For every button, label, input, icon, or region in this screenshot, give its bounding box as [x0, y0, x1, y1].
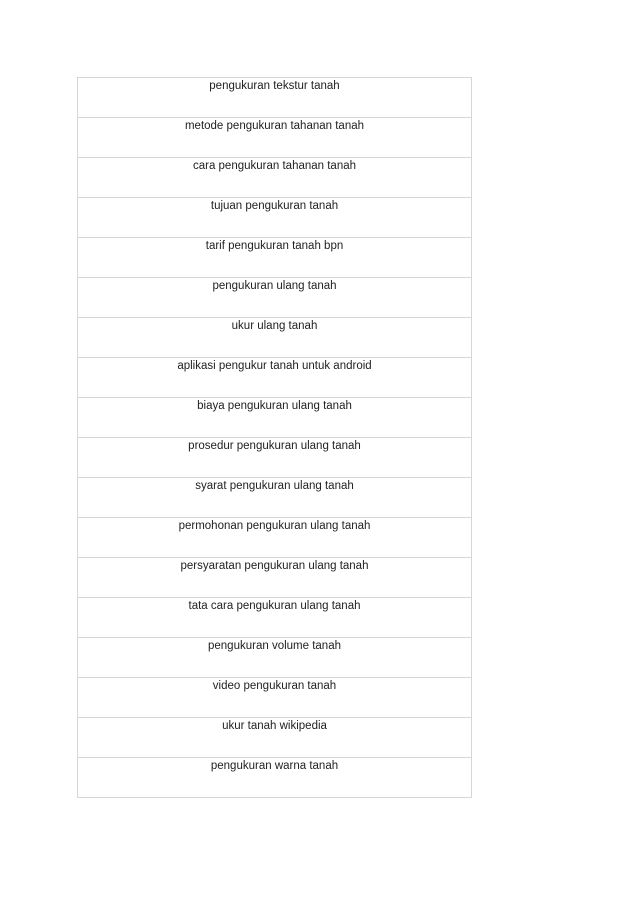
table-row	[78, 238, 471, 278]
table-row	[78, 478, 471, 518]
table-row	[78, 158, 471, 198]
table-cell: ukur ulang tanah	[231, 320, 318, 332]
table-row	[78, 118, 471, 158]
table-row	[78, 438, 471, 478]
keyword-table	[77, 77, 472, 798]
table-row	[78, 198, 471, 238]
table-row	[78, 678, 471, 718]
table-cell: ukur tanah wikipedia	[222, 720, 327, 732]
table-cell: pengukuran tekstur tanah	[209, 80, 340, 92]
table-row	[78, 278, 471, 318]
table-cell: cara pengukuran tahanan tanah	[192, 160, 357, 172]
table-row	[78, 598, 471, 638]
table-row	[78, 358, 471, 398]
table-row	[78, 718, 471, 758]
table-cell: biaya pengukuran ulang tanah	[197, 400, 352, 412]
table-cell: permohonan pengukuran ulang tanah	[178, 520, 371, 532]
table-row	[78, 318, 471, 358]
table-row	[78, 78, 471, 118]
table-cell: video pengukuran tanah	[212, 680, 337, 692]
table-cell: pengukuran ulang tanah	[212, 280, 337, 292]
table-cell: tarif pengukuran tanah bpn	[205, 240, 344, 252]
table-cell: tujuan pengukuran tanah	[210, 200, 339, 212]
table-cell: aplikasi pengukur tanah untuk android	[177, 360, 372, 372]
table-cell: pengukuran volume tanah	[208, 640, 341, 652]
table-row	[78, 518, 471, 558]
table-row	[78, 558, 471, 598]
table-cell: persyaratan pengukuran ulang tanah	[180, 560, 369, 572]
table-row	[78, 758, 471, 798]
table-cell: syarat pengukuran ulang tanah	[195, 480, 354, 492]
table-row	[78, 638, 471, 678]
table-cell: tata cara pengukuran ulang tanah	[188, 600, 361, 612]
table-row	[78, 398, 471, 438]
table-cell: prosedur pengukuran ulang tanah	[188, 440, 361, 452]
table-cell: metode pengukuran tahanan tanah	[184, 120, 365, 132]
table-cell: pengukuran warna tanah	[210, 760, 339, 772]
